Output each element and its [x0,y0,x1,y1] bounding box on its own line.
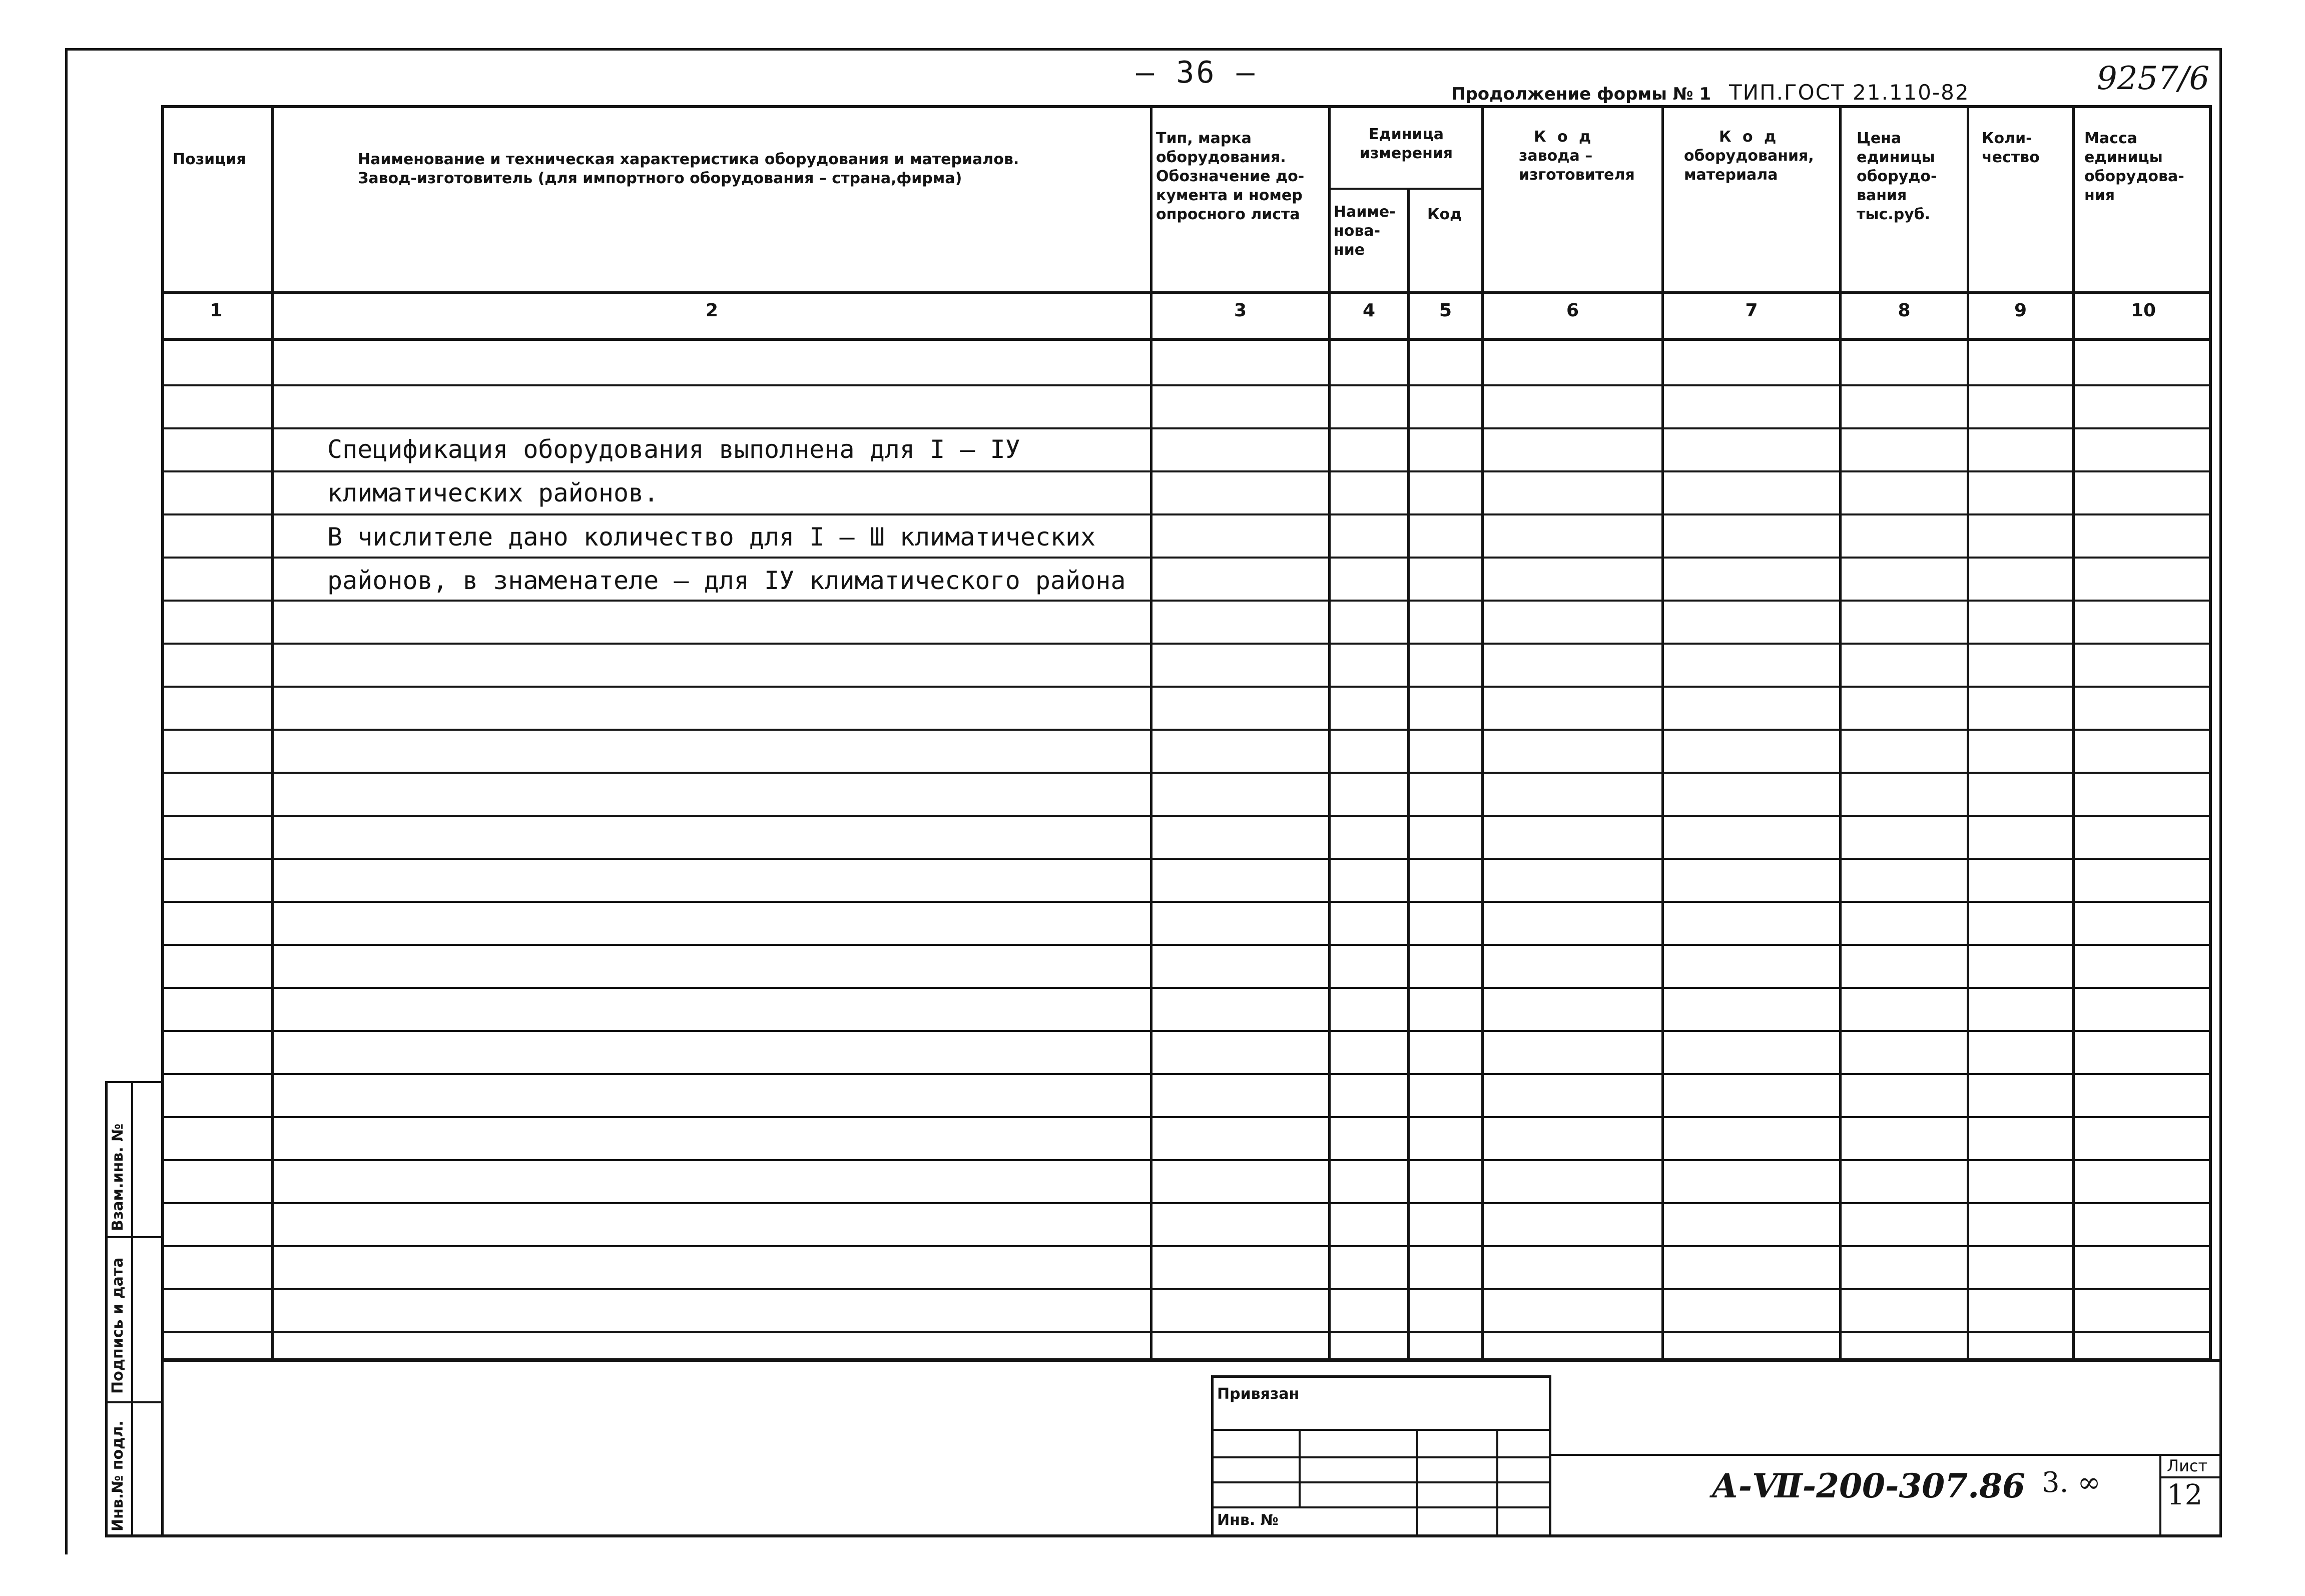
table-row-line [161,1116,2212,1118]
form-continuation-label: Продолжение формы № 1 [1451,84,1711,104]
side-label-vzam-inv: Взам.инв. № [109,1123,127,1231]
header-type-line2: оборудования. [1156,149,1286,166]
col-divider [1407,188,1410,1361]
header-unit-line1: Единица [1369,126,1444,143]
header-mass [2084,129,2184,205]
table-row-line [161,901,2212,903]
header-quantity [1982,129,2040,167]
table-row-line [161,858,2212,860]
table-row-line [161,944,2212,946]
table-row-line [161,987,2212,989]
table-row-line [161,686,2212,688]
column-number: 9 [2014,300,2027,321]
form-continuation [1451,80,1970,105]
sheet-suffix: 3. ∞ [2042,1466,2101,1499]
table-row-line [161,384,2212,386]
title-block-left [161,1359,164,1536]
header-name-line2: Завод-изготовитель (для импортного оборудования – страна,фирма) [358,170,962,187]
header-mass-line4: ния [2084,187,2115,204]
header-type-line4: кумента и номер [1156,187,1303,204]
table-row-line [161,1073,2212,1075]
sheet-cell-mid [2159,1476,2222,1478]
code-block-top [1551,1454,2222,1456]
header-mass-line1: Масса [2084,130,2137,147]
header-unit-name-line3: ние [1334,241,1365,259]
privyazan-frame-right [1549,1375,1551,1536]
privyazan-label: Привязан [1217,1385,1300,1403]
header-name-line1: Наименование и техническая характеристика оборудования и материалов. [358,151,1019,168]
table-row-line [161,1202,2212,1204]
table-row-line [161,643,2212,645]
privyazan-row [1211,1506,1551,1508]
table-row-line [161,600,2212,602]
sheet-cell-left [2159,1454,2161,1536]
header-price-line4: вания [1857,187,1907,204]
standard-label: ТИП.ГОСТ 21.110-82 [1729,80,1970,105]
privyazan-col [1416,1429,1418,1536]
header-mass-line3: оборудова- [2084,168,2184,185]
header-name [358,150,1019,188]
header-quantity-line1: Коли- [1982,130,2032,147]
side-stamp-sep [105,1236,161,1238]
header-unit-line2: измерения [1359,145,1453,162]
header-equipment-code-line3: материала [1684,166,1778,184]
outer-frame-right [2219,48,2222,1534]
header-type-line1: Тип, марка [1156,130,1252,147]
header-unit [1346,125,1466,163]
side-stamp-sep [105,1401,161,1403]
column-number: 10 [2130,300,2156,321]
table-row-line [161,470,2212,472]
document-number: 9257/6 [2097,60,2210,97]
side-label-sign-date: Подпись и дата [109,1257,127,1394]
outer-frame-bottom [105,1534,2222,1537]
header-unit-name-line2: нова- [1334,222,1381,240]
privyazan-frame-left [1211,1375,1214,1536]
privyazan-row [1211,1429,1551,1431]
column-number: 4 [1362,300,1376,321]
unit-subheader-line [1328,188,1481,190]
column-number: 3 [1234,300,1247,321]
header-price [1857,129,1937,224]
privyazan-row [1211,1456,1551,1458]
title-block-top [161,1359,2222,1362]
table-row-line [161,1245,2212,1247]
column-number: 5 [1439,300,1452,321]
header-price-line2: единицы [1857,149,1935,166]
header-price-line5: тыс.руб. [1857,206,1931,223]
header-type-line3: Обозначение до- [1156,168,1305,185]
inv-number-label: Инв. № [1217,1511,1279,1529]
table-row-line [161,513,2212,515]
header-equipment-code-line1: К о д [1719,128,1780,146]
table-row-line [161,557,2212,559]
header-quantity-line2: чество [1982,149,2040,166]
privyazan-col [1299,1429,1301,1506]
header-bottom-line [161,291,2212,294]
sheet-label: Лист [2167,1456,2208,1475]
colnum-bottom-line [161,338,2212,341]
column-number: 1 [210,300,223,321]
privyazan-frame-top [1211,1375,1551,1378]
header-position: Позиция [173,151,246,168]
side-stamp-frame [105,1081,108,1536]
note-line: Спецификация оборудования выполнена для I – IУ [327,435,1020,464]
outer-frame-top [65,48,2222,51]
table-row-line [161,1331,2212,1333]
sheet-number: 12 [2167,1479,2203,1511]
note-line: районов, в знаменателе – для IУ климатического района [327,566,1126,595]
table-row-line [161,427,2212,429]
header-type [1156,129,1304,224]
column-number: 6 [1566,300,1579,321]
header-factory-code-line3: изготовителя [1519,166,1635,184]
outer-frame-left [65,48,68,1554]
sheet-code: А-Ⅶ-200-307.86 [1711,1466,2025,1505]
header-equipment-code [1684,128,1814,185]
header-factory-code-line1: К о д [1534,128,1594,146]
privyazan-col [1496,1429,1498,1536]
table-row-line [161,1030,2212,1032]
side-stamp-divider [131,1081,133,1536]
header-factory-code-line2: завода – [1519,147,1593,165]
header-price-line1: Цена [1857,130,1902,147]
header-unit-name-line1: Наиме- [1334,203,1396,221]
side-label-inv-podl: Инв.№ подл. [109,1420,127,1531]
column-number: 7 [1745,300,1758,321]
note-line: В числителе дано количество для I – Ш климатических [327,522,1096,552]
header-unit-name [1334,203,1396,260]
table-row-line [161,772,2212,774]
header-type-line5: опросного листа [1156,206,1300,223]
table-row-line [161,1159,2212,1161]
column-number: 8 [1898,300,1911,321]
privyazan-row [1211,1481,1551,1483]
column-number: 2 [705,300,719,321]
header-factory-code [1519,128,1635,185]
header-mass-line2: единицы [2084,149,2163,166]
header-equipment-code-line2: оборудования, [1684,147,1814,165]
header-unit-code: Код [1427,206,1462,223]
note-line: климатических районов. [327,478,659,507]
table-row-line [161,729,2212,731]
table-row-line [161,1288,2212,1290]
page-number: – 36 – [1136,55,1257,90]
header-price-line3: оборудо- [1857,168,1937,185]
side-stamp-top [105,1081,161,1083]
table-row-line [161,815,2212,817]
